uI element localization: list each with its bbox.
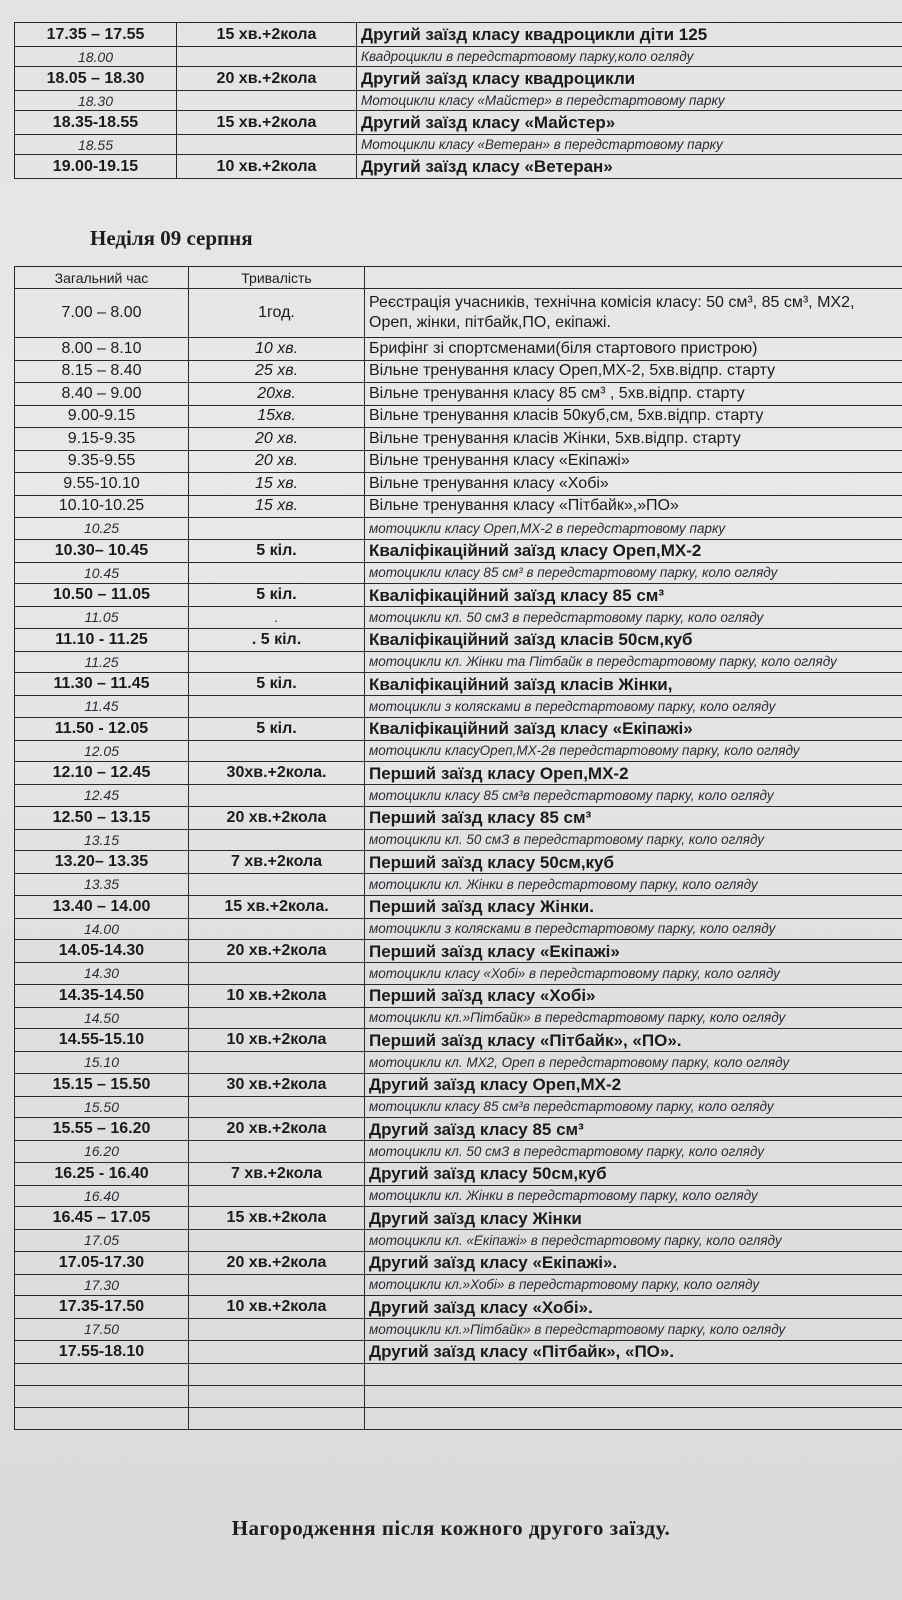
row-duration [189,562,365,584]
row-duration: 5 кіл. [189,673,365,696]
row-time: 14.55-15.10 [15,1029,189,1052]
header-time: Загальний час [15,267,189,289]
row-duration: 5 кіл. [189,584,365,607]
row-duration [177,47,357,67]
row-duration: 15 хв.+2кола [189,1207,365,1230]
row-duration [189,963,365,985]
row-event: Мотоцикли класу «Майстер» в передстартовому парку [357,91,902,111]
row-time: 18.05 – 18.30 [15,67,177,91]
row-time: 9.35-9.55 [15,450,189,473]
row-time: 7.00 – 8.00 [15,289,189,338]
row-event [365,1363,902,1385]
row-time: 9.00-9.15 [15,405,189,428]
row-duration: 20 хв.+2кола [189,940,365,963]
awards-note: Нагородження після кожного другого заїзду. [231,1516,671,1540]
schedule-row [15,1073,902,1096]
day-title: Неділя 09 серпня [90,226,253,250]
row-event: Другий заїзд класу «Майстер» [357,111,902,135]
schedule-row [15,673,902,696]
row-time: 10.10-10.25 [15,495,189,518]
row-time: 18.35-18.55 [15,111,177,135]
header-event [365,267,902,289]
row-event: мотоцикли класу Ореп,МХ-2 в передстартовому парку [365,518,902,540]
schedule-row [15,717,902,740]
row-duration: 15 хв.+2кола [177,111,357,135]
row-event: мотоцикли з колясками в передстартовому парку, коло огляду [365,918,902,940]
row-time: 18.00 [15,47,177,67]
schedule-row [15,628,902,651]
schedule-row [15,1162,902,1185]
row-time: 15.50 [15,1096,189,1118]
row-duration [189,1141,365,1163]
schedule-row [15,607,902,629]
row-duration [177,135,357,155]
row-event: Перший заїзд класу «Хобі» [365,984,902,1007]
row-event: Реєстрація учасників, технічна комісія класу: 50 см³, 85 см³, МХ2, Ореп, жінки, пітбайк,ПО, екіпажі. [365,289,902,338]
row-time: 11.50 - 12.05 [15,717,189,740]
row-time: 17.30 [15,1274,189,1296]
row-event: Вільне тренування класу 85 см³ , 5хв.відпр. старту [365,383,902,406]
row-duration: 15 хв. [189,495,365,518]
schedule-row [15,1118,902,1141]
schedule-row [15,1007,902,1029]
row-time: 13.35 [15,874,189,896]
row-time: 17.05 [15,1230,189,1252]
row-duration: 5 кіл. [189,717,365,740]
row-duration: 20 хв. [189,428,365,451]
row-time: 18.55 [15,135,177,155]
row-duration [189,1340,365,1363]
schedule-row [15,495,902,518]
schedule-row [15,1407,902,1429]
row-duration [189,1274,365,1296]
row-time [15,1385,189,1407]
row-time: 13.40 – 14.00 [15,895,189,918]
row-time: 11.30 – 11.45 [15,673,189,696]
table-header-row [15,267,902,289]
row-time: 12.10 – 12.45 [15,762,189,785]
row-event: мотоцикли класуОреп,МХ-2в передстартовому парку, коло огляду [365,740,902,762]
row-duration: 25 хв. [189,360,365,383]
row-event: мотоцикли класу 85 см³в передстартовому парку, коло огляду [365,785,902,807]
row-event: мотоцикли кл. Жінки в передстартовому парку, коло огляду [365,874,902,896]
row-duration: 10 хв.+2кола [189,1296,365,1319]
row-event: мотоцикли кл.»Пітбайк» в передстартовому парку, коло огляду [365,1319,902,1341]
row-event: Другий заїзд класу квадроцикли діти 125 [357,23,902,47]
row-event: мотоцикли класу 85 см³в передстартовому парку, коло огляду [365,1096,902,1118]
row-event: мотоцикли класу 85 см³ в передстартовому парку, коло огляду [365,562,902,584]
row-event: Мотоцикли класу «Ветеран» в передстартовому парку [357,135,902,155]
row-event: Кваліфікаційний заїзд класів Жінки, [365,673,902,696]
row-time: 14.50 [15,1007,189,1029]
row-duration [189,1052,365,1074]
schedule-row [15,696,902,718]
schedule-row [15,1274,902,1296]
row-event: Вільне тренування класу Ореп,МХ-2, 5хв.відпр. старту [365,360,902,383]
row-time: 12.45 [15,785,189,807]
row-event: мотоцикли кл. «Екіпажі» в передстартовому парку, коло огляду [365,1230,902,1252]
schedule-row [15,1029,902,1052]
row-time: 17.50 [15,1319,189,1341]
row-duration: 15 хв.+2кола [177,23,357,47]
row-duration [189,1007,365,1029]
schedule-row [15,740,902,762]
row-event: мотоцикли класу «Хобі» в передстартовому парку, коло огляду [365,963,902,985]
row-event: мотоцикли кл. МХ2, Ореп в передстартовому парку, коло огляду [365,1052,902,1074]
schedule-row [15,91,902,111]
row-event [365,1407,902,1429]
row-event: Вільне тренування класів 50куб,см, 5хв.відпр. старту [365,405,902,428]
row-time: 17.05-17.30 [15,1251,189,1274]
row-time: 14.05-14.30 [15,940,189,963]
row-event: Другий заїзд класу Жінки [365,1207,902,1230]
row-event: Другий заїзд класу 85 см³ [365,1118,902,1141]
schedule-row [15,155,902,179]
row-time: 17.55-18.10 [15,1340,189,1363]
row-duration: 10 хв.+2кола [189,984,365,1007]
schedule-row [15,338,902,361]
row-duration [189,1407,365,1429]
row-event: мотоцикли кл.»Пітбайк» в передстартовому парку, коло огляду [365,1007,902,1029]
sunday-schedule-table [14,266,902,1430]
schedule-row [15,473,902,496]
schedule-row [15,1185,902,1207]
schedule-row [15,23,902,47]
row-time: 8.00 – 8.10 [15,338,189,361]
row-time: 14.30 [15,963,189,985]
row-duration [189,829,365,851]
schedule-row [15,895,902,918]
row-event: мотоцикли з колясками в передстартовому парку, коло огляду [365,696,902,718]
schedule-row [15,963,902,985]
previous-day-schedule-body [15,23,902,179]
row-event: Другий заїзд класу «Екіпажі». [365,1251,902,1274]
row-duration: 20хв. [189,383,365,406]
schedule-row [15,1207,902,1230]
row-time: 14.00 [15,918,189,940]
row-time: 16.20 [15,1141,189,1163]
row-time: 17.35 – 17.55 [15,23,177,47]
row-time: 13.20– 13.35 [15,851,189,874]
schedule-row [15,135,902,155]
schedule-row [15,829,902,851]
row-duration: 15 хв. [189,473,365,496]
row-duration [189,1319,365,1341]
row-time: 10.45 [15,562,189,584]
row-duration: 1год. [189,289,365,338]
row-time: 15.15 – 15.50 [15,1073,189,1096]
row-time: 8.40 – 9.00 [15,383,189,406]
schedule-row [15,405,902,428]
row-time: 9.55-10.10 [15,473,189,496]
schedule-row [15,984,902,1007]
schedule-row [15,785,902,807]
row-duration [189,1230,365,1252]
schedule-row [15,428,902,451]
schedule-row [15,289,902,338]
row-duration: 5 кіл. [189,539,365,562]
row-event [365,1385,902,1407]
row-event: Перший заїзд класу Жінки. [365,895,902,918]
row-event: Кваліфікаційний заїзд класу 85 см³ [365,584,902,607]
row-duration [189,1385,365,1407]
row-event: Вільне тренування класу «Пітбайк»,»ПО» [365,495,902,518]
row-duration: 30хв.+2кола. [189,762,365,785]
row-duration: 10 хв.+2кола [177,155,357,179]
row-duration: 30 хв.+2кола [189,1073,365,1096]
schedule-row [15,1340,902,1363]
header-duration: Тривалість [189,267,365,289]
row-duration: 15хв. [189,405,365,428]
row-time: 16.40 [15,1185,189,1207]
schedule-row [15,1230,902,1252]
row-duration: 20 хв. [189,450,365,473]
schedule-row [15,1141,902,1163]
schedule-row [15,806,902,829]
row-event: Перший заїзд класу 85 см³ [365,806,902,829]
schedule-row [15,360,902,383]
schedule-row [15,1251,902,1274]
row-time: 19.00-19.15 [15,155,177,179]
row-event: Перший заїзд класу Ореп,МХ-2 [365,762,902,785]
row-time: 11.10 - 11.25 [15,628,189,651]
row-event: Кваліфікаційний заїзд класів 50см,куб [365,628,902,651]
row-event: Перший заїзд класу 50см,куб [365,851,902,874]
row-time: 9.15-9.35 [15,428,189,451]
row-time: 12.50 – 13.15 [15,806,189,829]
row-duration [189,1096,365,1118]
row-time: 17.35-17.50 [15,1296,189,1319]
schedule-row [15,450,902,473]
row-event: Другий заїзд класу «Хобі». [365,1296,902,1319]
row-event: мотоцикли кл. Жінки та Пітбайк в передстартовому парку, коло огляду [365,651,902,673]
row-duration [189,874,365,896]
row-event: мотоцикли кл. 50 смЗ в передстартовому парку, коло огляду [365,1141,902,1163]
row-event: Брифінг зі спортсменами(біля стартового пристрою) [365,338,902,361]
row-event: Перший заїзд класу «Пітбайк», «ПО». [365,1029,902,1052]
row-time: 10.30– 10.45 [15,539,189,562]
row-event: мотоцикли кл. Жінки в передстартовому парку, коло огляду [365,1185,902,1207]
row-event: мотоцикли кл.»Хобі» в передстартовому парку, коло огляду [365,1274,902,1296]
schedule-row [15,47,902,67]
schedule-row [15,1385,902,1407]
schedule-row [15,67,902,91]
row-duration [189,1185,365,1207]
row-event: Перший заїзд класу «Екіпажі» [365,940,902,963]
row-time: 14.35-14.50 [15,984,189,1007]
row-duration [189,696,365,718]
row-time: 18.30 [15,91,177,111]
row-time: 12.05 [15,740,189,762]
row-duration: 7 хв.+2кола [189,851,365,874]
schedule-row [15,851,902,874]
schedule-row [15,518,902,540]
row-event: Другий заїзд класу «Пітбайк», «ПО». [365,1340,902,1363]
schedule-row [15,651,902,673]
row-duration [189,918,365,940]
row-duration: 20 хв.+2кола [189,806,365,829]
schedule-row [15,940,902,963]
row-duration [189,651,365,673]
schedule-row [15,1319,902,1341]
row-time: 16.25 - 16.40 [15,1162,189,1185]
row-time: 11.45 [15,696,189,718]
row-event: Кваліфікаційний заїзд класу «Екіпажі» [365,717,902,740]
row-event: мотоцикли кл. 50 см3 в передстартовому парку, коло огляду [365,607,902,629]
row-duration: 20 хв.+2кола [177,67,357,91]
row-time: 10.25 [15,518,189,540]
row-duration: 20 хв.+2кола [189,1118,365,1141]
row-time [15,1407,189,1429]
row-duration: . [189,607,365,629]
sunday-schedule-body [15,289,902,1430]
row-time [15,1363,189,1385]
row-time: 15.10 [15,1052,189,1074]
row-time: 10.50 – 11.05 [15,584,189,607]
row-event: Другий заїзд класу Ореп,МХ-2 [365,1073,902,1096]
schedule-row [15,762,902,785]
row-time: 13.15 [15,829,189,851]
schedule-row [15,874,902,896]
row-event: Вільне тренування класу «Хобі» [365,473,902,496]
row-duration [177,91,357,111]
row-time: 16.45 – 17.05 [15,1207,189,1230]
row-time: 11.05 [15,607,189,629]
schedule-row [15,539,902,562]
schedule-row [15,1363,902,1385]
row-duration [189,740,365,762]
row-event: Квадроцикли в передстартовому парку,коло огляду [357,47,902,67]
schedule-row [15,383,902,406]
row-time: 11.25 [15,651,189,673]
row-duration: 7 хв.+2кола [189,1162,365,1185]
row-duration: 15 хв.+2кола. [189,895,365,918]
schedule-row [15,1052,902,1074]
row-event: Кваліфікаційний заїзд класу Ореп,МХ-2 [365,539,902,562]
row-duration: 10 хв. [189,338,365,361]
schedule-row [15,1296,902,1319]
row-duration: . 5 кіл. [189,628,365,651]
row-duration: 20 хв.+2кола [189,1251,365,1274]
row-event: Другий заїзд класу «Ветеран» [357,155,902,179]
schedule-row [15,1096,902,1118]
row-event: Вільне тренування класів Жінки, 5хв.відпр. старту [365,428,902,451]
row-duration [189,518,365,540]
schedule-row [15,562,902,584]
schedule-row [15,111,902,135]
row-event: Другий заїзд класу квадроцикли [357,67,902,91]
schedule-row [15,918,902,940]
row-time: 8.15 – 8.40 [15,360,189,383]
previous-day-schedule-table [14,22,902,179]
row-duration [189,1363,365,1385]
row-event: Другий заїзд класу 50см,куб [365,1162,902,1185]
row-event: Вільне тренування класу «Екіпажі» [365,450,902,473]
schedule-row [15,584,902,607]
row-time: 15.55 – 16.20 [15,1118,189,1141]
row-event: мотоцикли кл. 50 смЗ в передстартовому парку, коло огляду [365,829,902,851]
row-duration [189,785,365,807]
row-duration: 10 хв.+2кола [189,1029,365,1052]
